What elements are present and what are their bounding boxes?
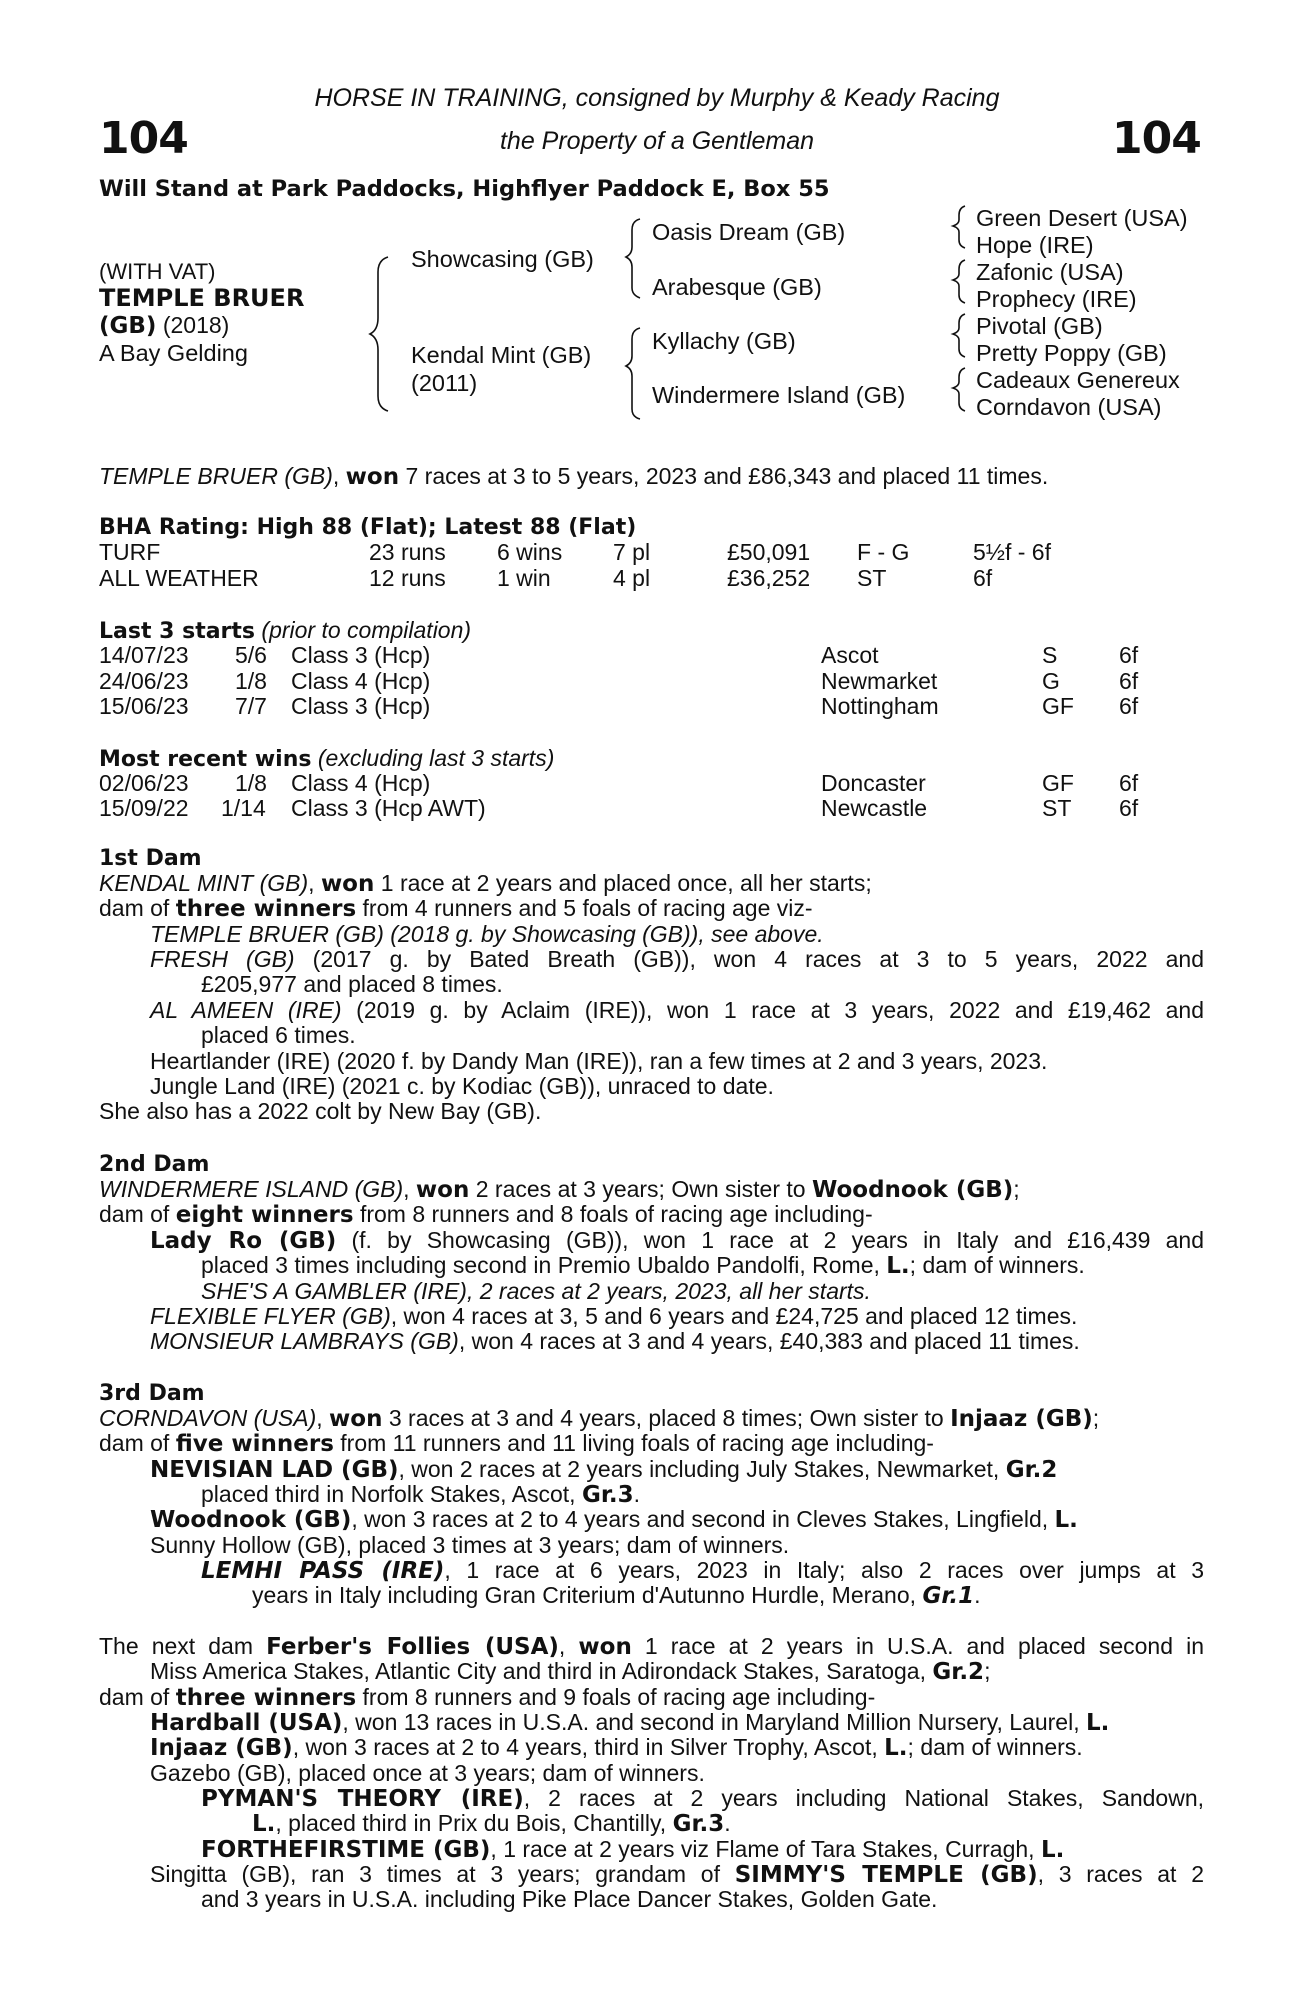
rating-going: F - G	[857, 539, 910, 565]
run-going: ST	[1042, 795, 1072, 821]
run-date: 02/06/23	[99, 770, 189, 796]
rating-distance: 5½f - 6f	[973, 539, 1051, 565]
second-dam-title: 2nd Dam	[99, 1152, 210, 1177]
second-dam-line: FLEXIBLE FLYER (GB), won 4 races at 3, 5 and 6 years and £24,725 and placed 12 times.	[150, 1303, 1078, 1329]
first-dam-line: £205,977 and placed 8 times.	[201, 971, 503, 997]
run-going: GF	[1042, 770, 1074, 796]
third-dam-line: Woodnook (GB), won 3 races at 2 to 4 years and second in Cleves Stakes, Lingfield, L.	[150, 1506, 1078, 1533]
first-dam-line: placed 6 times.	[201, 1022, 356, 1048]
lot-number-right: 104	[1112, 113, 1201, 164]
property-line: the Property of a Gentleman	[499, 127, 815, 155]
rating-runs: 23 runs	[369, 539, 446, 565]
next-dam-line: Injaaz (GB), won 3 races at 2 to 4 years, third in Silver Trophy, Ascot, L.; dam of winners.	[150, 1734, 1083, 1761]
third-dam-line: placed third in Norfolk Stakes, Ascot, Gr.3.	[201, 1481, 641, 1508]
next-dam-line: dam of three winners from 8 runners and 9 foals of racing age including-	[99, 1684, 876, 1711]
second-dam-line: placed 3 times including second in Premio Ubaldo Pandolfi, Rome, L.; dam of winners.	[201, 1252, 1085, 1279]
run-date: 24/06/23	[99, 668, 189, 694]
recent-heading	[99, 745, 554, 772]
rating-wins: 1 win	[497, 565, 551, 591]
rating-wins: 6 wins	[497, 539, 563, 565]
first-dam-line: She also has a 2022 colt by New Bay (GB).	[99, 1098, 542, 1124]
run-class: Class 4 (Hcp)	[291, 668, 431, 694]
run-position: 1/14	[221, 795, 266, 821]
run-date: 15/09/22	[99, 795, 189, 821]
second-dam-line: Lady Ro (GB) (f. by Showcasing (GB)), won 1 race at 2 years in Italy and £16,439 and	[150, 1227, 1204, 1254]
run-class: Class 3 (Hcp)	[291, 642, 431, 668]
run-course: Newmarket	[821, 668, 938, 694]
run-distance: 6f	[1119, 668, 1139, 694]
race-summary: TEMPLE BRUER (GB), won 7 races at 3 to 5 years, 2023 and £86,343 and placed 11 times.	[99, 463, 1049, 490]
run-class: Class 4 (Hcp)	[291, 770, 431, 796]
third-dam-line: years in Italy including Gran Criterium d'Autunno Hurdle, Merano, Gr.1.	[252, 1582, 981, 1609]
dam-name: Kendal Mint (GB)	[411, 342, 592, 368]
third-dam-line: NEVISIAN LAD (GB), won 2 races at 2 years including July Stakes, Newmarket, Gr.2	[150, 1456, 1058, 1483]
next-dam-line: Miss America Stakes, Atlantic City and third in Adirondack Stakes, Saratoga, Gr.2;	[150, 1658, 991, 1685]
run-distance: 6f	[1119, 693, 1139, 719]
rating-distance: 6f	[973, 565, 993, 591]
pedigree-great-6: Pretty Poppy (GB)	[976, 340, 1167, 366]
rating-surface: ALL WEATHER	[99, 565, 259, 591]
rating-prize: £36,252	[727, 565, 811, 591]
first-dam-line: dam of three winners from 4 runners and 5 foals of racing age viz-	[99, 895, 813, 922]
pedigree-great-1: Green Desert (USA)	[976, 205, 1188, 231]
bha-rating-title: BHA Rating: High 88 (Flat); Latest 88 (Flat)	[99, 515, 637, 540]
sire-name: Showcasing (GB)	[411, 246, 594, 272]
pedigree-great-5: Pivotal (GB)	[976, 313, 1103, 339]
pedigree-grandsire-3: Kyllachy (GB)	[652, 328, 796, 354]
run-class: Class 3 (Hcp AWT)	[291, 795, 486, 821]
run-position: 1/8	[235, 668, 267, 694]
last3-note: (prior to compilation)	[261, 617, 472, 643]
pedigree-grandsire-1: Oasis Dream (GB)	[652, 219, 846, 245]
horse-country: (GB)	[99, 313, 157, 339]
pedigree-great-3: Zafonic (USA)	[976, 259, 1124, 285]
next-dam-line: FORTHEFIRSTIME (GB), 1 race at 2 years viz Flame of Tara Stakes, Curragh, L.	[201, 1836, 1065, 1863]
horse-name: TEMPLE BRUER	[99, 284, 305, 312]
first-dam-line: FRESH (GB) (2017 g. by Bated Breath (GB)), won 4 races at 3 to 5 years, 2022 and	[150, 946, 1205, 972]
first-dam-line: KENDAL MINT (GB), won 1 race at 2 years and placed once, all her starts;	[99, 870, 872, 897]
run-position: 7/7	[235, 693, 267, 719]
rating-placed: 4 pl	[613, 565, 651, 591]
run-course: Ascot	[821, 642, 879, 668]
horse-year: (2018)	[162, 312, 230, 338]
stand-location: Will Stand at Park Paddocks, Highflyer Paddock E, Box 55	[99, 176, 830, 202]
pedigree-great-8: Corndavon (USA)	[976, 394, 1162, 420]
first-dam-line: TEMPLE BRUER (GB) (2018 g. by Showcasing (GB)), see above.	[150, 921, 824, 947]
rating-prize: £50,091	[727, 539, 811, 565]
second-dam-line: SHE'S A GAMBLER (IRE), 2 races at 2 years, 2023, all her starts.	[201, 1278, 871, 1304]
third-dam-line: Sunny Hollow (GB), placed 3 times at 3 years; dam of winners.	[150, 1532, 790, 1558]
run-date: 14/07/23	[99, 642, 189, 668]
third-dam-line: LEMHI PASS (IRE), 1 race at 6 years, 2023 in Italy; also 2 races over jumps at 3	[201, 1557, 1204, 1584]
rating-surface: TURF	[99, 539, 161, 565]
run-distance: 6f	[1119, 642, 1139, 668]
last3-heading	[99, 617, 471, 644]
pedigree-grandsire-4: Windermere Island (GB)	[652, 382, 906, 408]
rating-runs: 12 runs	[369, 565, 446, 591]
second-dam-line: dam of eight winners from 8 runners and 8 foals of racing age including-	[99, 1201, 873, 1228]
next-dam-line: The next dam Ferber's Follies (USA), won 1 race at 2 years in U.S.A. and placed second in	[99, 1633, 1204, 1660]
run-course: Newcastle	[821, 795, 928, 821]
run-distance: 6f	[1119, 770, 1139, 796]
pedigree-great-2: Hope (IRE)	[976, 232, 1094, 258]
summary-horse: TEMPLE BRUER (GB)	[99, 463, 333, 489]
next-dam-line: Hardball (USA), won 13 races in U.S.A. and second in Maryland Million Nursery, Laurel, L.	[150, 1709, 1110, 1736]
first-dam-title: 1st Dam	[99, 846, 202, 871]
recent-title: Most recent wins	[99, 747, 312, 772]
run-date: 15/06/23	[99, 693, 189, 719]
recent-note: (excluding last 3 starts)	[317, 745, 555, 771]
pedigree-great-4: Prophecy (IRE)	[976, 286, 1137, 312]
last3-title: Last 3 starts	[99, 619, 256, 644]
dam-year: (2011)	[411, 370, 478, 396]
run-going: G	[1042, 668, 1060, 694]
horse-description: A Bay Gelding	[99, 340, 248, 366]
run-going: GF	[1042, 693, 1074, 719]
third-dam-line: CORNDAVON (USA), won 3 races at 3 and 4 years, placed 8 times; Own sister to Injaaz (GB);	[99, 1405, 1100, 1432]
run-course: Nottingham	[821, 693, 939, 719]
next-dam-line: Singitta (GB), ran 3 times at 3 years; grandam of SIMMY'S TEMPLE (GB), 3 races at 2	[150, 1861, 1204, 1888]
run-going: S	[1042, 642, 1058, 668]
next-dam-line: L., placed third in Prix du Bois, Chantilly, Gr.3.	[252, 1810, 731, 1837]
third-dam-line: dam of five winners from 11 runners and 11 living foals of racing age including-	[99, 1430, 934, 1457]
summary-text: 7 races at 3 to 5 years, 2023 and £86,343 and placed 11 times.	[399, 463, 1049, 489]
second-dam-line: WINDERMERE ISLAND (GB), won 2 races at 3 years; Own sister to Woodnook (GB);	[99, 1176, 1020, 1203]
summary-won: won	[345, 464, 400, 490]
rating-going: ST	[857, 565, 887, 591]
first-dam-line: AL AMEEN (IRE) (2019 g. by Aclaim (IRE)), won 1 race at 3 years, 2022 and £19,462 and	[150, 997, 1204, 1023]
pedigree-grandsire-2: Arabesque (GB)	[652, 274, 822, 300]
next-dam-line: PYMAN'S THEORY (IRE), 2 races at 2 years including National Stakes, Sandown,	[201, 1785, 1205, 1812]
next-dam-line: Gazebo (GB), placed once at 3 years; dam of winners.	[150, 1760, 705, 1786]
run-class: Class 3 (Hcp)	[291, 693, 431, 719]
run-distance: 6f	[1119, 795, 1139, 821]
third-dam-title: 3rd Dam	[99, 1381, 205, 1406]
pedigree-great-7: Cadeaux Genereux	[976, 367, 1180, 393]
rating-placed: 7 pl	[613, 539, 651, 565]
lot-number-left: 104	[99, 113, 188, 164]
next-dam-line: and 3 years in U.S.A. including Pike Place Dancer Stakes, Golden Gate.	[201, 1886, 938, 1912]
second-dam-line: MONSIEUR LAMBRAYS (GB), won 4 races at 3 and 4 years, £40,383 and placed 11 times.	[150, 1328, 1080, 1354]
run-course: Doncaster	[821, 770, 926, 796]
run-position: 1/8	[235, 770, 267, 796]
consignor-line: HORSE IN TRAINING, consigned by Murphy & Keady Racing	[314, 84, 1000, 112]
first-dam-line: Heartlander (IRE) (2020 f. by Dandy Man (IRE)), ran a few times at 2 and 3 years, 2023.	[150, 1048, 1048, 1074]
vat-note: (WITH VAT)	[99, 259, 216, 284]
run-position: 5/6	[235, 642, 267, 668]
first-dam-line: Jungle Land (IRE) (2021 c. by Kodiac (GB)), unraced to date.	[150, 1073, 774, 1099]
